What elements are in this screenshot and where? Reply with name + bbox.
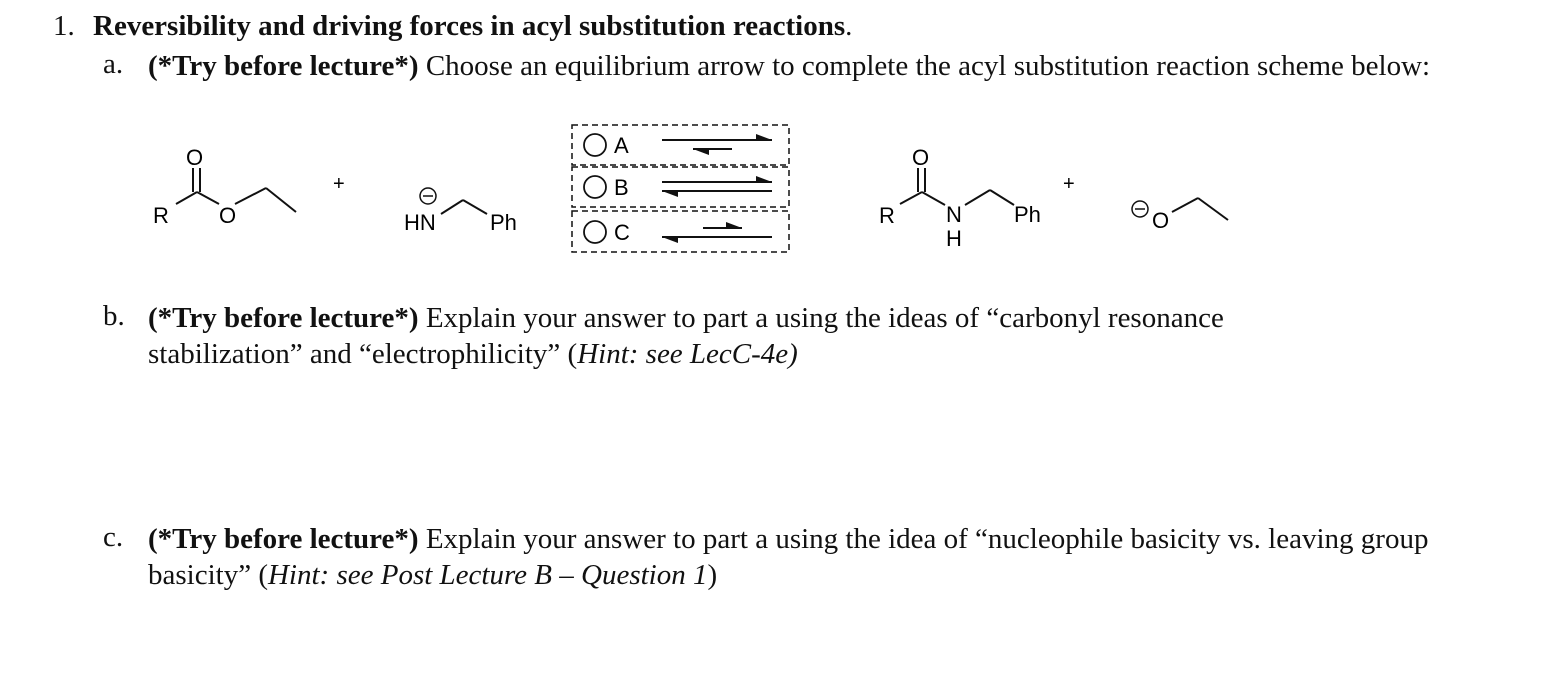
question-title-text: Reversibility and driving forces in acyl substitution reactions xyxy=(93,10,846,42)
amide-r-label: R xyxy=(879,203,895,228)
amide-n-label: N xyxy=(946,202,962,227)
part-c-tag: (*Try before lecture*) xyxy=(148,523,419,555)
option-c-radio[interactable] xyxy=(584,221,606,243)
option-c[interactable] xyxy=(572,211,789,252)
option-b[interactable] xyxy=(572,167,789,207)
ester-carbonyl-o-label: O xyxy=(186,145,204,170)
amide-h-label: H xyxy=(946,226,962,251)
part-a-prompt: Choose an equilibrium arrow to complete the acyl substitution reaction scheme below: xyxy=(418,50,1431,82)
part-b-tag: (*Try before lecture*) xyxy=(148,302,419,334)
part-b-hint: Hint: see LecC-4e) xyxy=(577,338,798,370)
option-a[interactable] xyxy=(572,125,789,165)
ester-r-label: R xyxy=(153,203,169,228)
product-ethoxide xyxy=(1132,198,1228,233)
part-b-letter: b. xyxy=(103,300,125,332)
product-amide xyxy=(900,168,1014,205)
option-a-radio[interactable] xyxy=(584,134,606,156)
option-c-label: C xyxy=(614,220,630,245)
ethoxide-o-label: O xyxy=(1152,208,1170,233)
part-c-end: ) xyxy=(707,559,718,591)
question-title-period: . xyxy=(845,10,853,42)
amide-carbonyl-o-label: O xyxy=(912,145,930,170)
product-ph-label: Ph xyxy=(1014,202,1041,227)
option-b-label: B xyxy=(614,175,629,200)
option-b-radio[interactable] xyxy=(584,176,606,198)
ester-o-label: O xyxy=(219,203,237,228)
amide-hn-label: HN xyxy=(404,210,436,235)
plus-sign-1: + xyxy=(333,173,345,195)
part-b-prompt: Explain your answer to part a using the ideas of “carbonyl resonance stabilization” and “electrophilicity” ( xyxy=(148,302,1224,370)
option-a-label: A xyxy=(614,133,629,158)
plus-sign-2: + xyxy=(1063,173,1075,195)
part-c-text xyxy=(148,521,1518,593)
part-a-letter: a. xyxy=(103,48,124,80)
part-a-tag: (*Try before lecture*) xyxy=(148,50,419,82)
part-c-prompt: Explain your answer to part a using the idea of “nucleophile basicity vs. leaving group basicity” ( xyxy=(148,523,1429,591)
part-c-letter: c. xyxy=(103,521,124,553)
part-c-hint: Hint: see Post Lecture B – Question 1 xyxy=(267,559,708,591)
question-number: 1. xyxy=(53,10,75,42)
reactant-amide-anion xyxy=(404,188,517,235)
amide-ph-label: Ph xyxy=(490,210,517,235)
part-b-text xyxy=(148,300,1348,372)
